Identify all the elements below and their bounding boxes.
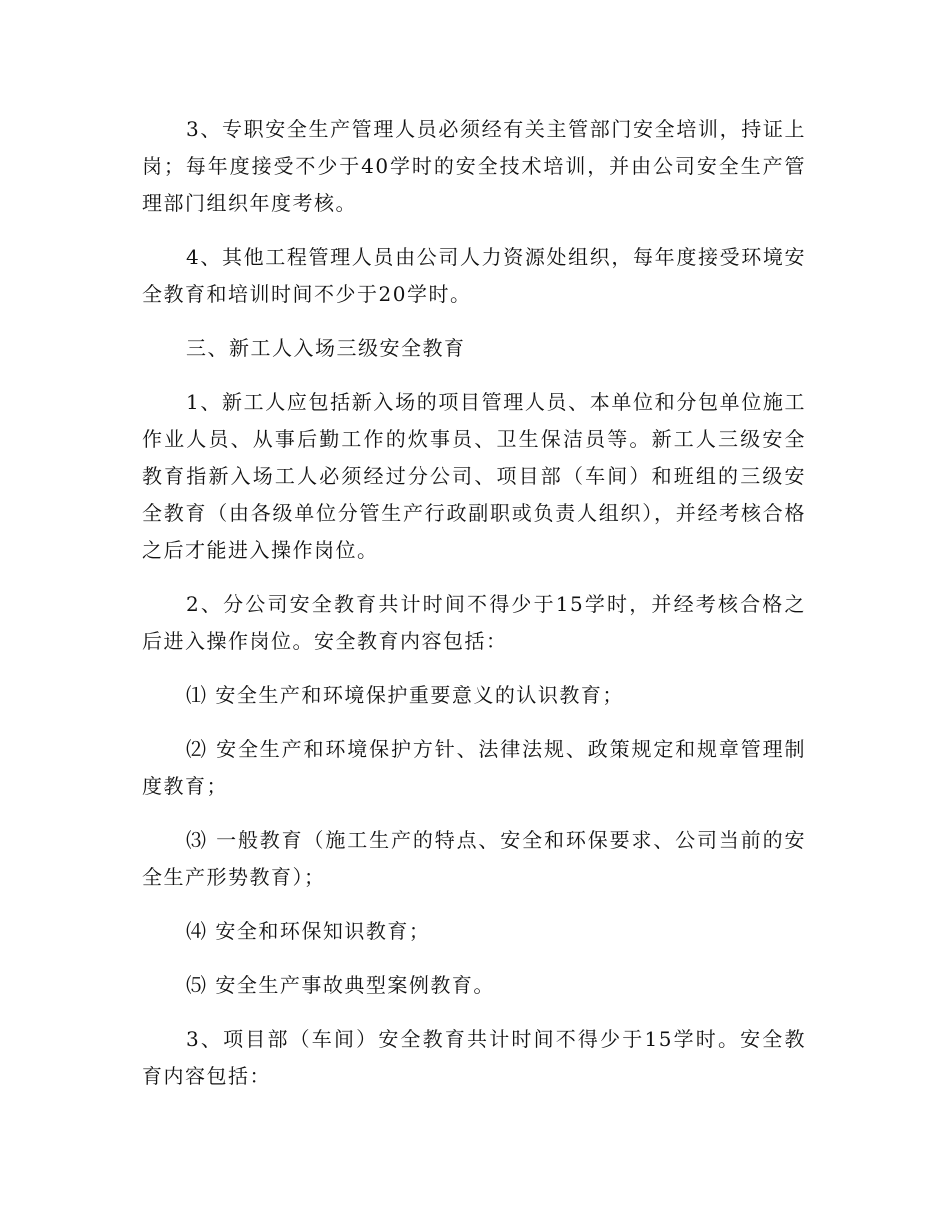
list-item-5: ⑸ 安全生产事故典型案例教育。 xyxy=(186,973,495,997)
list-item-2: ⑵ 安全生产和环境保护方针、法律法规、政策规定和规章管理制度教育； xyxy=(142,737,806,798)
paragraph-training-other-managers: 4、其他工程管理人员由公司人力资源处组织，每年度接受环境安全教育和培训时间不少于20学时。 xyxy=(142,245,806,306)
list-item-3: ⑶ 一般教育（施工生产的特点、安全和环保要求、公司当前的安全生产形势教育）； xyxy=(142,828,806,889)
paragraph-training-full-time-safety-staff: 3、专职安全生产管理人员必须经有关主管部门安全培训，持证上岗；每年度接受不少于40学时的安全技术培训，并由公司安全生产管理部门组织年度考核。 xyxy=(142,117,806,215)
list-item-1: ⑴ 安全生产和环境保护重要意义的认识教育； xyxy=(186,683,624,707)
section-heading-three-level-education: 三、新工人入场三级安全教育 xyxy=(186,336,466,360)
document-body xyxy=(142,111,806,1112)
paragraph-branch-education: 2、分公司安全教育共计时间不得少于15学时，并经考核合格之后进入操作岗位。安全教育内容包括： xyxy=(142,592,806,653)
list-item-4: ⑷ 安全和环保知识教育； xyxy=(186,919,431,943)
paragraph-project-dept-education: 3、项目部（车间）安全教育共计时间不得少于15学时。安全教育内容包括： xyxy=(142,1027,806,1088)
paragraph-new-worker-definition: 1、新工人应包括新入场的项目管理人员、本单位和分包单位施工作业人员、从事后勤工作的炊事员、卫生保洁员等。新工人三级安全教育指新入场工人必须经过分公司、项目部（车间）和班组的三级安全教育（由各级单位分管生产行政副职或负责人组织），并经考核合格之后才能进入操作岗位。 xyxy=(142,390,806,562)
